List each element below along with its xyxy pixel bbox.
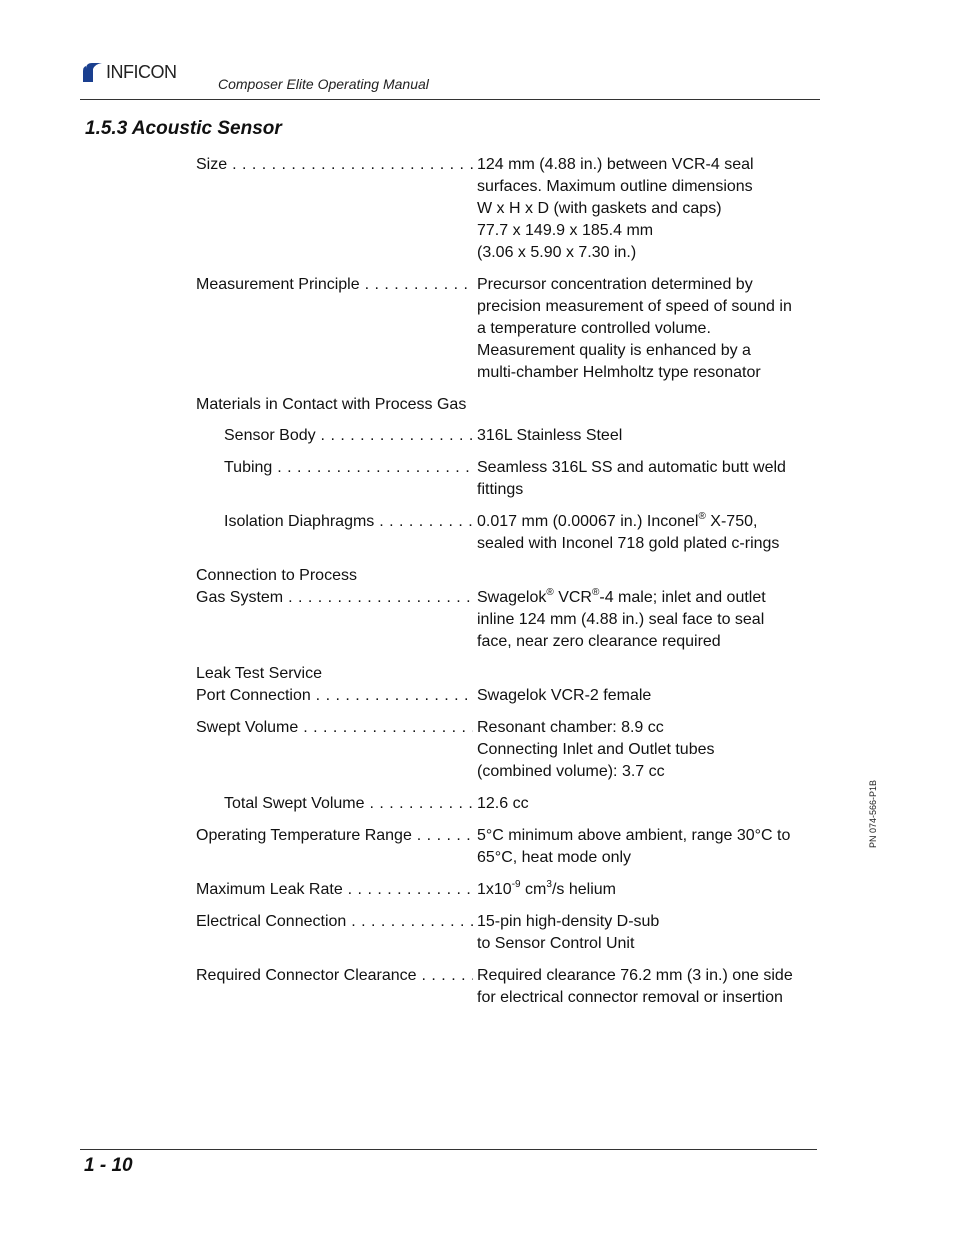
spec-row-temp-range	[196, 825, 816, 869]
value-line: surfaces. Maximum outline dimensions	[477, 178, 753, 195]
spec-value	[473, 511, 816, 555]
spec-row-total-swept	[196, 793, 816, 815]
value-line: $1x10^{-9}$ $cm^3/s$ helium	[477, 878, 616, 898]
value-line: 0.017 mm (0.00067 in.) Inconel® X-750,	[477, 510, 758, 530]
spec-row-clearance	[196, 965, 816, 1009]
spec-value	[473, 663, 816, 707]
spec-label: Tubing . . .	[224, 459, 473, 476]
spec-value	[473, 425, 816, 447]
spec-value	[473, 457, 816, 501]
spec-value	[473, 717, 816, 783]
value-line: for electrical connector removal or insertion	[477, 989, 783, 1006]
spec-row-isolation	[196, 511, 816, 555]
spec-label: Size . . .	[196, 156, 473, 173]
value-line: inline 124 mm (4.88 in.) seal face to seal	[477, 611, 765, 628]
spec-label: Maximum Leak Rate . . .	[196, 881, 473, 898]
manual-title: Composer Elite Operating Manual	[218, 76, 429, 92]
spec-value	[473, 154, 816, 264]
value-line: 15-pin high-density D-sub	[477, 913, 660, 930]
value-line: (3.06 x 5.90 x 7.30 in.)	[477, 244, 637, 261]
value-line: Measurement quality is enhanced by a	[477, 342, 751, 359]
spec-row-connection	[196, 565, 816, 653]
page-number: 1 - 10	[84, 1155, 133, 1176]
spec-row-principle	[196, 274, 816, 384]
spec-row-size	[196, 154, 816, 264]
value-line: multi-chamber Helmholtz type resonator	[477, 364, 761, 381]
value-line: 5°C minimum above ambient, range 30°C to	[477, 827, 791, 844]
value-line: Resonant chamber: 8.9 cc	[477, 719, 664, 736]
value-line: precision measurement of speed of sound in	[477, 298, 792, 315]
logo-text: INFICON	[106, 61, 177, 82]
value-line: Swagelok® VCR®-4 male; inlet and outlet	[477, 586, 766, 606]
materials-heading-row	[196, 394, 816, 416]
spec-row-sensor-body	[196, 425, 816, 447]
value-line: Swagelok VCR-2 female	[477, 687, 652, 704]
spec-label: Electrical Connection . . .	[196, 913, 473, 930]
value-line: (combined volume): 3.7 cc	[477, 763, 665, 780]
spec-label: Port Connection . . .	[196, 685, 473, 707]
value-line: to Sensor Control Unit	[477, 935, 635, 952]
spec-value	[473, 911, 816, 955]
value-line: W x H x D (with gaskets and caps)	[477, 200, 722, 217]
value-line: 65°C, heat mode only	[477, 849, 632, 866]
part-number: PN 074-566-P1B	[868, 779, 878, 848]
spec-value	[473, 879, 816, 901]
spec-list	[196, 154, 816, 1019]
value-line: 316L Stainless Steel	[477, 427, 623, 444]
value-line: Connecting Inlet and Outlet tubes	[477, 741, 715, 758]
value-line: face, near zero clearance required	[477, 633, 721, 650]
spec-row-leak-rate	[196, 879, 816, 901]
inficon-logo	[82, 60, 177, 84]
spec-label-line: Leak Test Service	[196, 665, 322, 682]
spec-value	[473, 793, 816, 815]
header-divider	[80, 99, 820, 100]
spec-label: Isolation Diaphragms . . .	[224, 513, 473, 530]
footer-divider	[80, 1149, 817, 1150]
spec-label: Sensor Body . . .	[224, 427, 473, 444]
spec-label: Gas System . . .	[196, 587, 473, 609]
value-line: fittings	[477, 481, 524, 498]
spec-label-line: Connection to Process	[196, 567, 357, 584]
value-line: Seamless 316L SS and automatic butt weld	[477, 459, 786, 476]
spec-value	[473, 825, 816, 869]
value-line: Required clearance 76.2 mm (3 in.) one side	[477, 967, 793, 984]
section-title: 1.5.3 Acoustic Sensor	[85, 118, 282, 139]
value-line: a temperature controlled volume.	[477, 320, 711, 337]
value-line: 77.7 x 149.9 x 185.4 mm	[477, 222, 654, 239]
spec-row-leak-port	[196, 663, 816, 707]
spec-label: Operating Temperature Range . . .	[196, 827, 473, 844]
value-line: 124 mm (4.88 in.) between VCR-4 seal	[477, 156, 754, 173]
spec-label: Total Swept Volume . . .	[224, 795, 473, 812]
spec-value	[473, 965, 816, 1009]
value-line: 12.6 cc	[477, 795, 529, 812]
spec-row-electrical	[196, 911, 816, 955]
spec-label: Swept Volume . . .	[196, 719, 473, 736]
spec-value	[473, 274, 816, 384]
materials-heading: Materials in Contact with Process Gas	[196, 396, 467, 413]
spec-value	[473, 565, 816, 653]
spec-row-tubing	[196, 457, 816, 501]
inficon-logo-icon	[82, 60, 104, 84]
spec-label: Required Connector Clearance . . .	[196, 967, 473, 984]
spec-label: Measurement Principle . . .	[196, 276, 473, 293]
spec-row-swept-volume	[196, 717, 816, 783]
value-line: Precursor concentration determined by	[477, 276, 753, 293]
value-line: sealed with Inconel 718 gold plated c-rings	[477, 535, 780, 552]
